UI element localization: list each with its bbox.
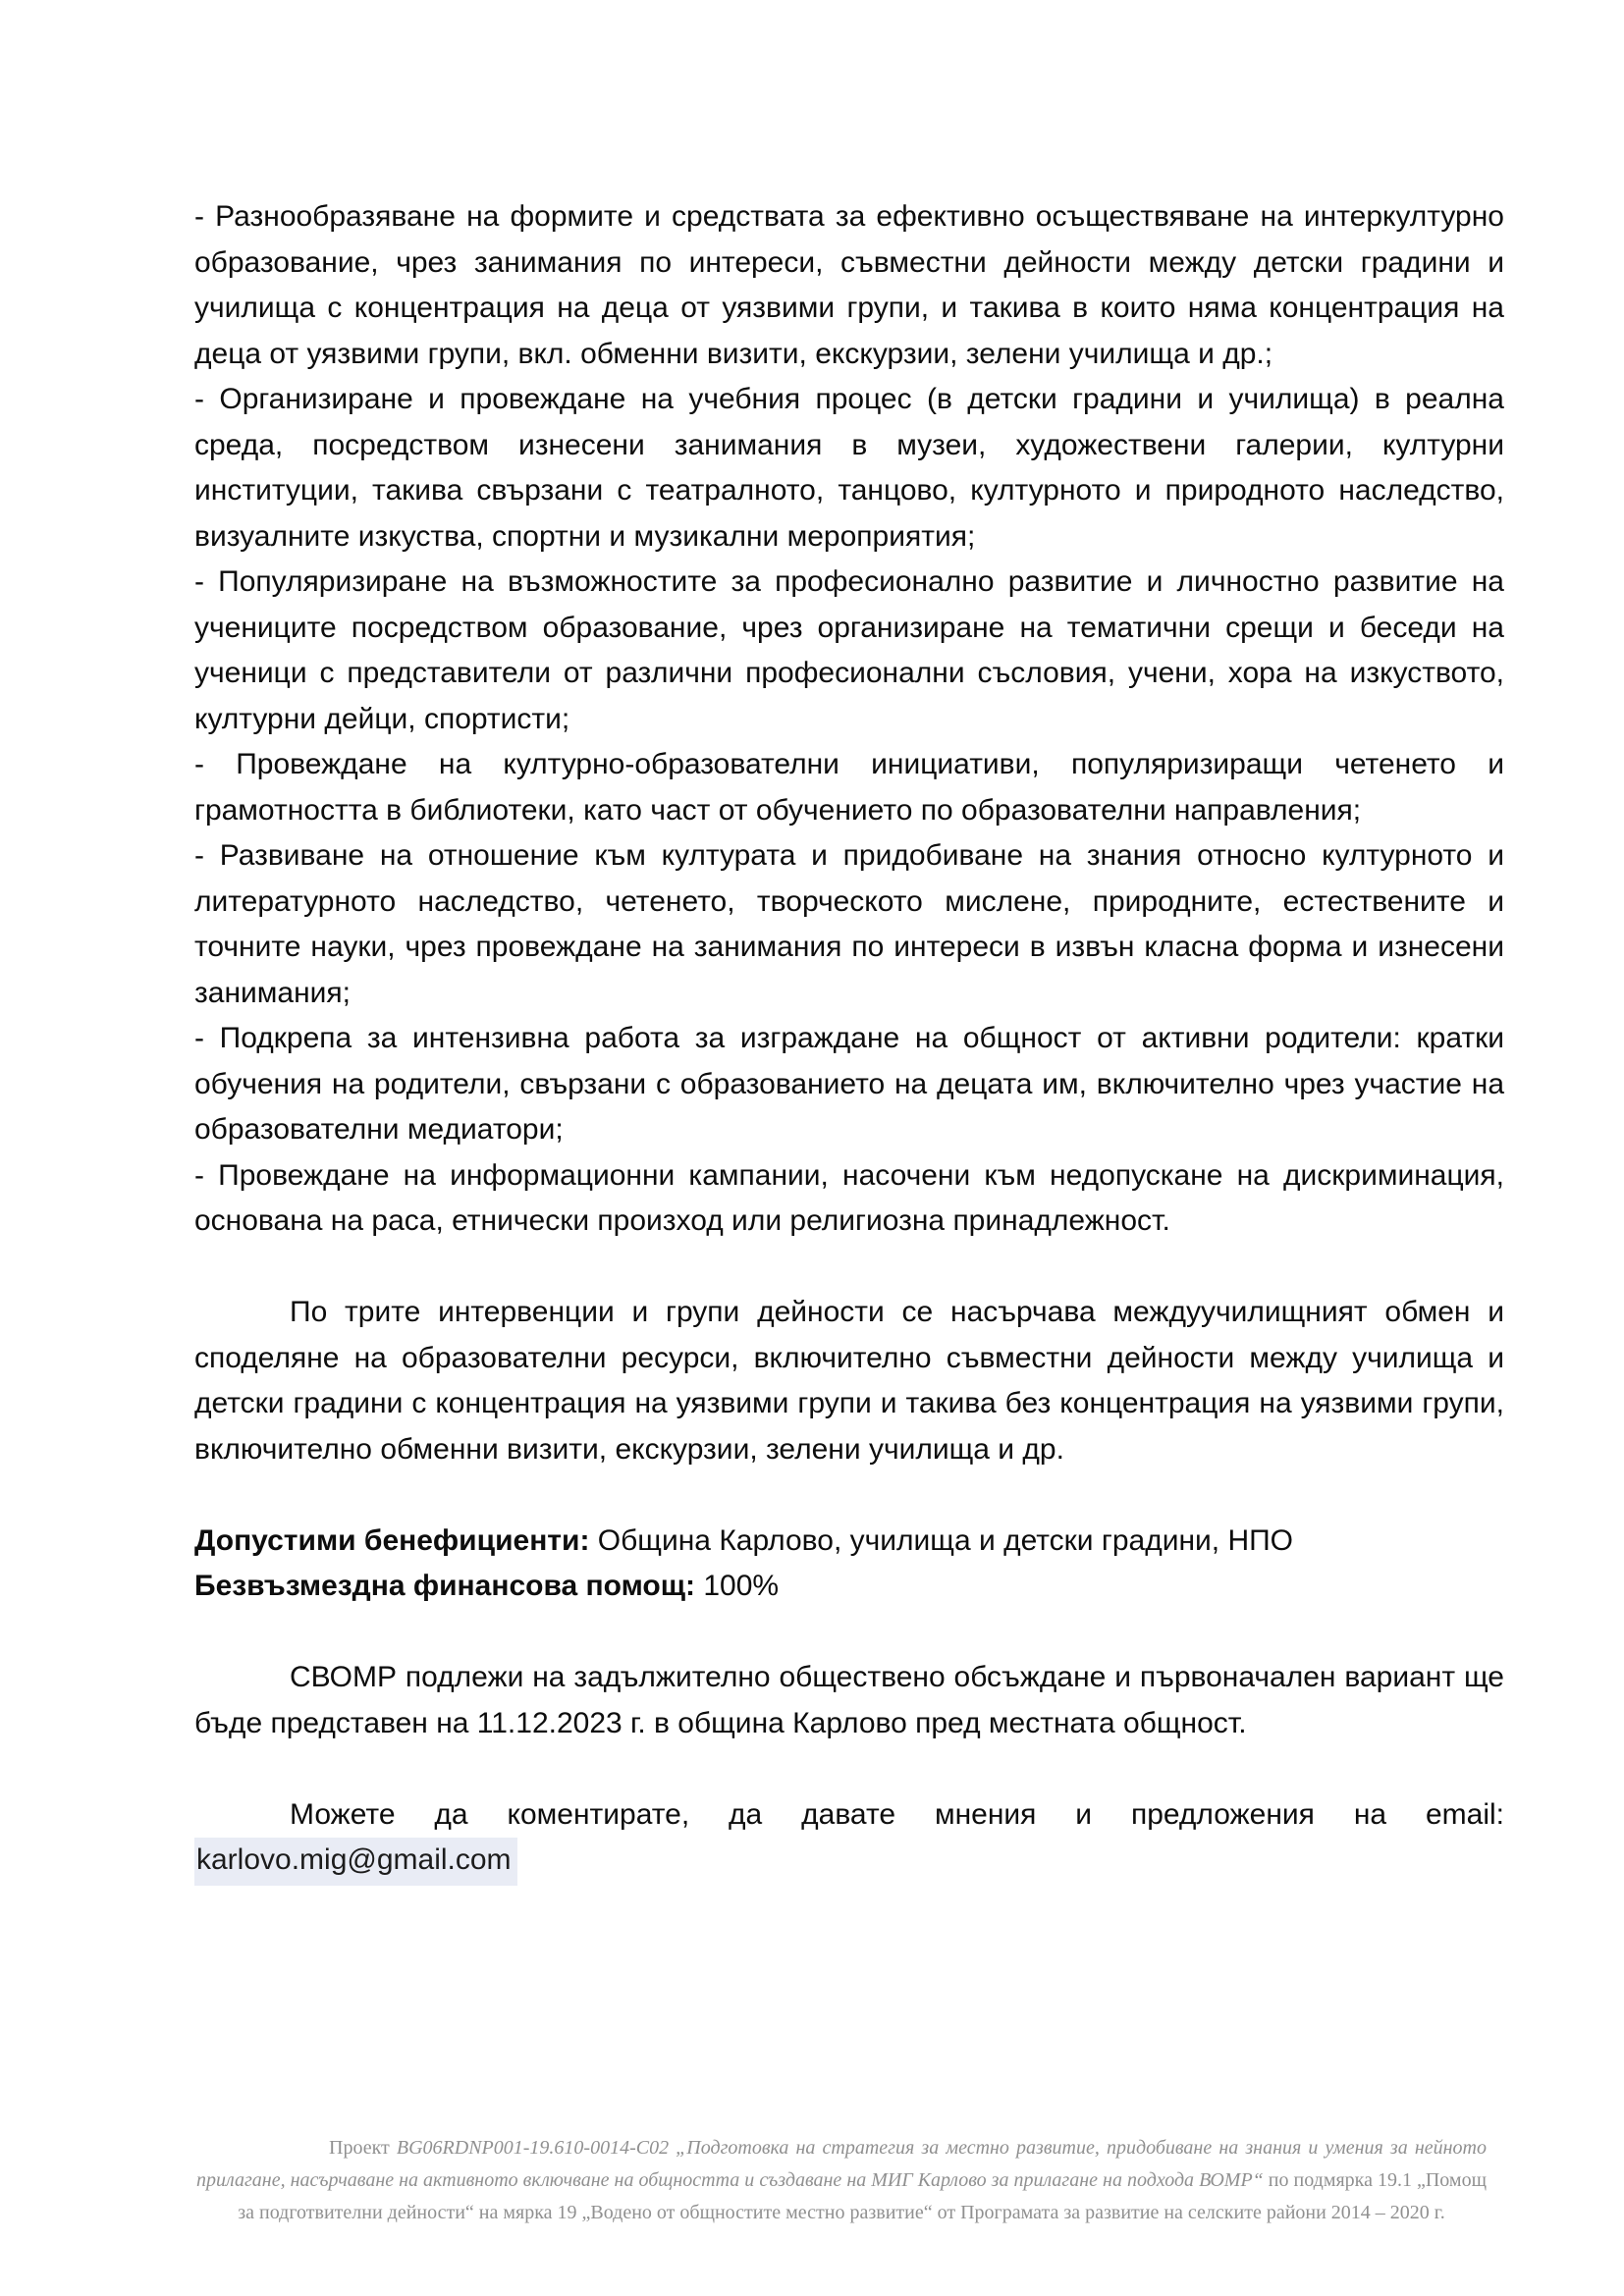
footer-project-title: BG06RDNP001-19.610-0014-C02 „Подготовка на стратегия за местно развитие, придобиване на знания и умения за нейното прилагане, насърчаване на активното включване на общността и създаване на МИГ Карлово за прилагане на подхода ВОМР“ bbox=[196, 2137, 1487, 2191]
footer-project-suffix: по подмярка 19.1 „Помощ за подготвителни дейности“ на мярка 19 „Водено от общностите местно развитие“ от Програмата за развитие на селските райони 2014 – 2020 г. bbox=[238, 2169, 1487, 2223]
email-link[interactable]: karlovo.mig@gmail.com bbox=[194, 1838, 517, 1886]
bullet-paragraph-7: - Провеждане на информационни кампании, насочени към недопускане на дискриминация, основана на раса, етнически произход или религиозна принадлежност. bbox=[194, 1158, 1504, 1237]
bullet-paragraph-6: - Подкрепа за интензивна работа за изграждане на общност от активни родители: кратки обучения на родители, свързани с образованието на децата им, включително чрез участие на образователни медиатори; bbox=[194, 1022, 1504, 1146]
beneficiaries-line bbox=[194, 1519, 1504, 1565]
footer-project-prefix: Проект bbox=[329, 2137, 397, 2159]
footer bbox=[196, 2132, 1487, 2229]
bullet-paragraph-5: - Развиване на отношение към културата и придобиване на знания относно културното и литературното наследство, четенето, творческото мислене, природните, естествените и точните науки, чрез провеждане на занимания по интереси в извън класна форма и изнесени занимания; bbox=[194, 839, 1504, 1009]
svomr-paragraph: СВОМР подлежи на задължително обществено обсъждане и първоначален вариант ще бъде представен на 11.12.2023 г. в община Карлово пред местната общност. bbox=[194, 1661, 1504, 1739]
spacer bbox=[194, 1472, 1504, 1519]
spacer bbox=[194, 1610, 1504, 1656]
bullet-paragraph-4: - Провеждане на културно-образователни инициативи, популяризиращи четенето и грамотността в библиотеки, като част от обучението по образователни направления; bbox=[194, 748, 1504, 827]
comment-paragraph: Можете да коментирате, да давате мнения и предложения на email: bbox=[290, 1797, 1504, 1831]
bullet-paragraph-1: - Разнообразяване на формите и средствата за ефективно осъществяване на интеркултурно образование, чрез занимания по интереси, съвместни дейности между детски градини и училища с концентрация на деца от уязвими групи, и такива в които няма концентрация на деца от уязвими групи, вкл. обменни визити, екскурзии, зелени училища и др.; bbox=[194, 200, 1504, 370]
bullet-paragraph-2: - Организиране и провеждане на учебния процес (в детски градини и училища) в реална среда, посредством изнесени занимания в музеи, художествени галерии, културни институции, такива свързани с театралното, танцово, културното и природното наследство, визуалните изкуства, спортни и музикални мероприятия; bbox=[194, 383, 1504, 553]
grant-value: 100% bbox=[703, 1570, 780, 1602]
body-text bbox=[194, 194, 1504, 1886]
beneficiaries-value: Община Карлово, училища и детски градини, НПО bbox=[597, 1523, 1294, 1557]
grant-line bbox=[194, 1564, 1504, 1610]
bullet-paragraph-3: - Популяризиране на възможностите за професионално развитие и личностно развитие на учениците посредством образование, чрез организиране на тематични срещи и беседи на ученици с представители от различни професионални съсловия, учени, хора на изкуството, културни дейци, спортисти; bbox=[194, 565, 1504, 735]
exchange-paragraph: По трите интервенции и групи дейности се насърчава междуучилищният обмен и споделяне на образователни ресурси, включително съвместни дейности между училища и детски градини с концентрация на уязвими групи и такива без концентрация на уязвими групи, включително обменни визити, екскурзии, зелени училища и др. bbox=[194, 1296, 1504, 1466]
grant-label: Безвъзмездна финансова помощ: bbox=[194, 1570, 696, 1602]
beneficiaries-label: Допустими бенефициенти: bbox=[194, 1523, 590, 1557]
spacer bbox=[194, 1746, 1504, 1792]
email-line bbox=[194, 1838, 1504, 1886]
spacer bbox=[194, 1245, 1504, 1291]
